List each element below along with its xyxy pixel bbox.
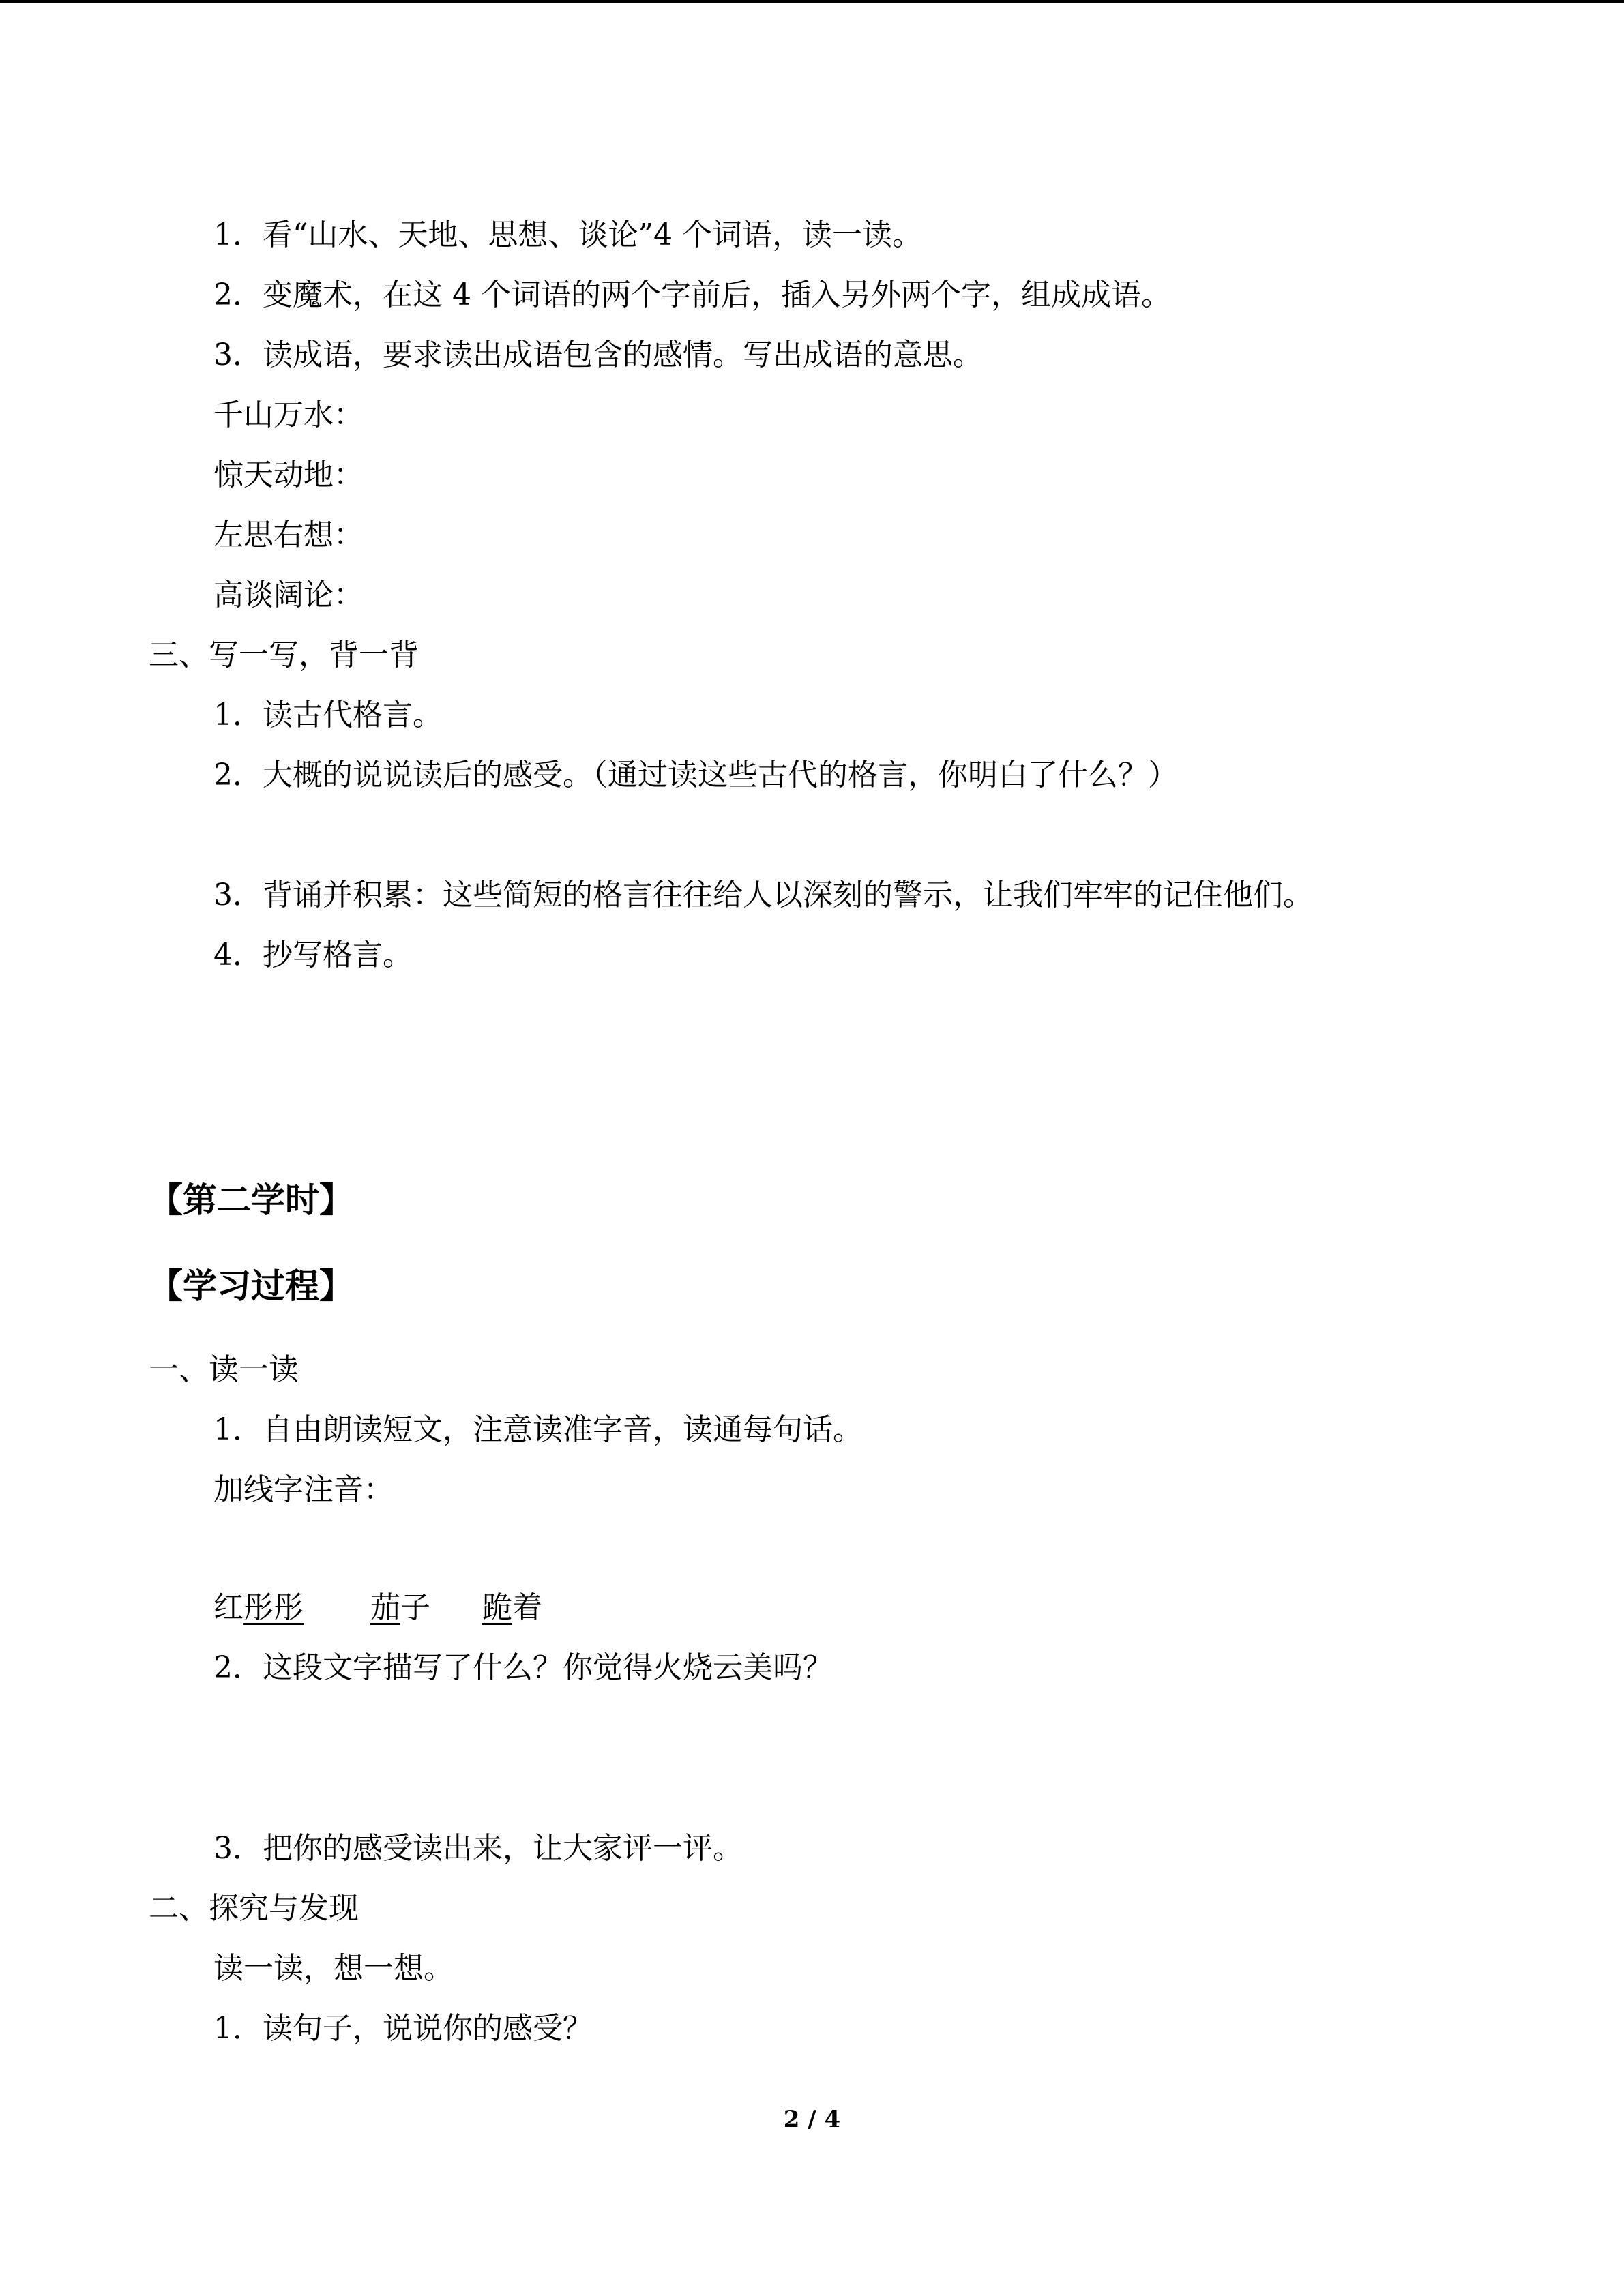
learning-process-heading: 【学习过程】 (149, 1266, 353, 1306)
part1-item-1: 1．看“山水、天地、思想、谈论”4 个词语，读一读。 (213, 218, 922, 252)
section3-item-2: 2．大概的说说读后的感受。（通过读这些古代的格言，你明白了什么？） (213, 758, 1178, 792)
idiom-1: 千山万水： (213, 398, 364, 432)
term-2-tail: 子 (400, 1590, 430, 1625)
section3-title: 三、写一写，背一背 (149, 638, 419, 672)
lesson2-heading: 【第二学时】 (149, 1180, 353, 1220)
part1-item-3: 3．读成语，要求读出成语包含的感情。写出成语的意思。 (213, 338, 983, 372)
read-item-2: 2．这段文字描写了什么？你觉得火烧云美吗？ (213, 1650, 833, 1685)
read-section-title: 一、读一读 (149, 1352, 299, 1387)
explore-section-title: 二、探究与发现 (149, 1891, 359, 1926)
top-border-rule (0, 0, 1624, 3)
term-3-tail: 着 (512, 1590, 542, 1625)
pinyin-term-2 (370, 1587, 430, 1628)
explore-item-1: 1．读句子，说说你的感受？ (213, 2011, 593, 2046)
section3-item-4: 4．抄写格言。 (213, 938, 413, 972)
idiom-4: 高谈阔论： (213, 578, 364, 612)
section3-item-3: 3．背诵并积累：这些简短的格言往往给人以深刻的警示，让我们牢牢的记住他们。 (213, 878, 1313, 912)
pinyin-term-1 (213, 1587, 304, 1628)
pinyin-label: 加线字注音： (213, 1472, 394, 1507)
explore-intro: 读一读，想一想。 (213, 1951, 454, 1986)
idiom-2: 惊天动地： (213, 458, 364, 492)
term-1-plain: 红 (213, 1590, 243, 1625)
idiom-3: 左思右想： (213, 518, 364, 552)
term-1-underlined: 彤彤 (243, 1590, 304, 1625)
read-item-3: 3．把你的感受读出来，让大家评一评。 (213, 1831, 743, 1866)
pinyin-terms-row (213, 1587, 542, 1628)
term-2-underlined: 茄 (370, 1590, 400, 1625)
pinyin-term-3 (482, 1587, 542, 1628)
part1-item-2: 2．变魔术，在这 4 个词语的两个字前后，插入另外两个字，组成成语。 (213, 278, 1171, 312)
page-number: 2 / 4 (783, 2106, 841, 2133)
section3-item-1: 1．读古代格言。 (213, 698, 443, 732)
read-item-1: 1．自由朗读短文，注意读准字音，读通每句话。 (213, 1412, 863, 1447)
term-3-underlined: 跪 (482, 1590, 512, 1625)
